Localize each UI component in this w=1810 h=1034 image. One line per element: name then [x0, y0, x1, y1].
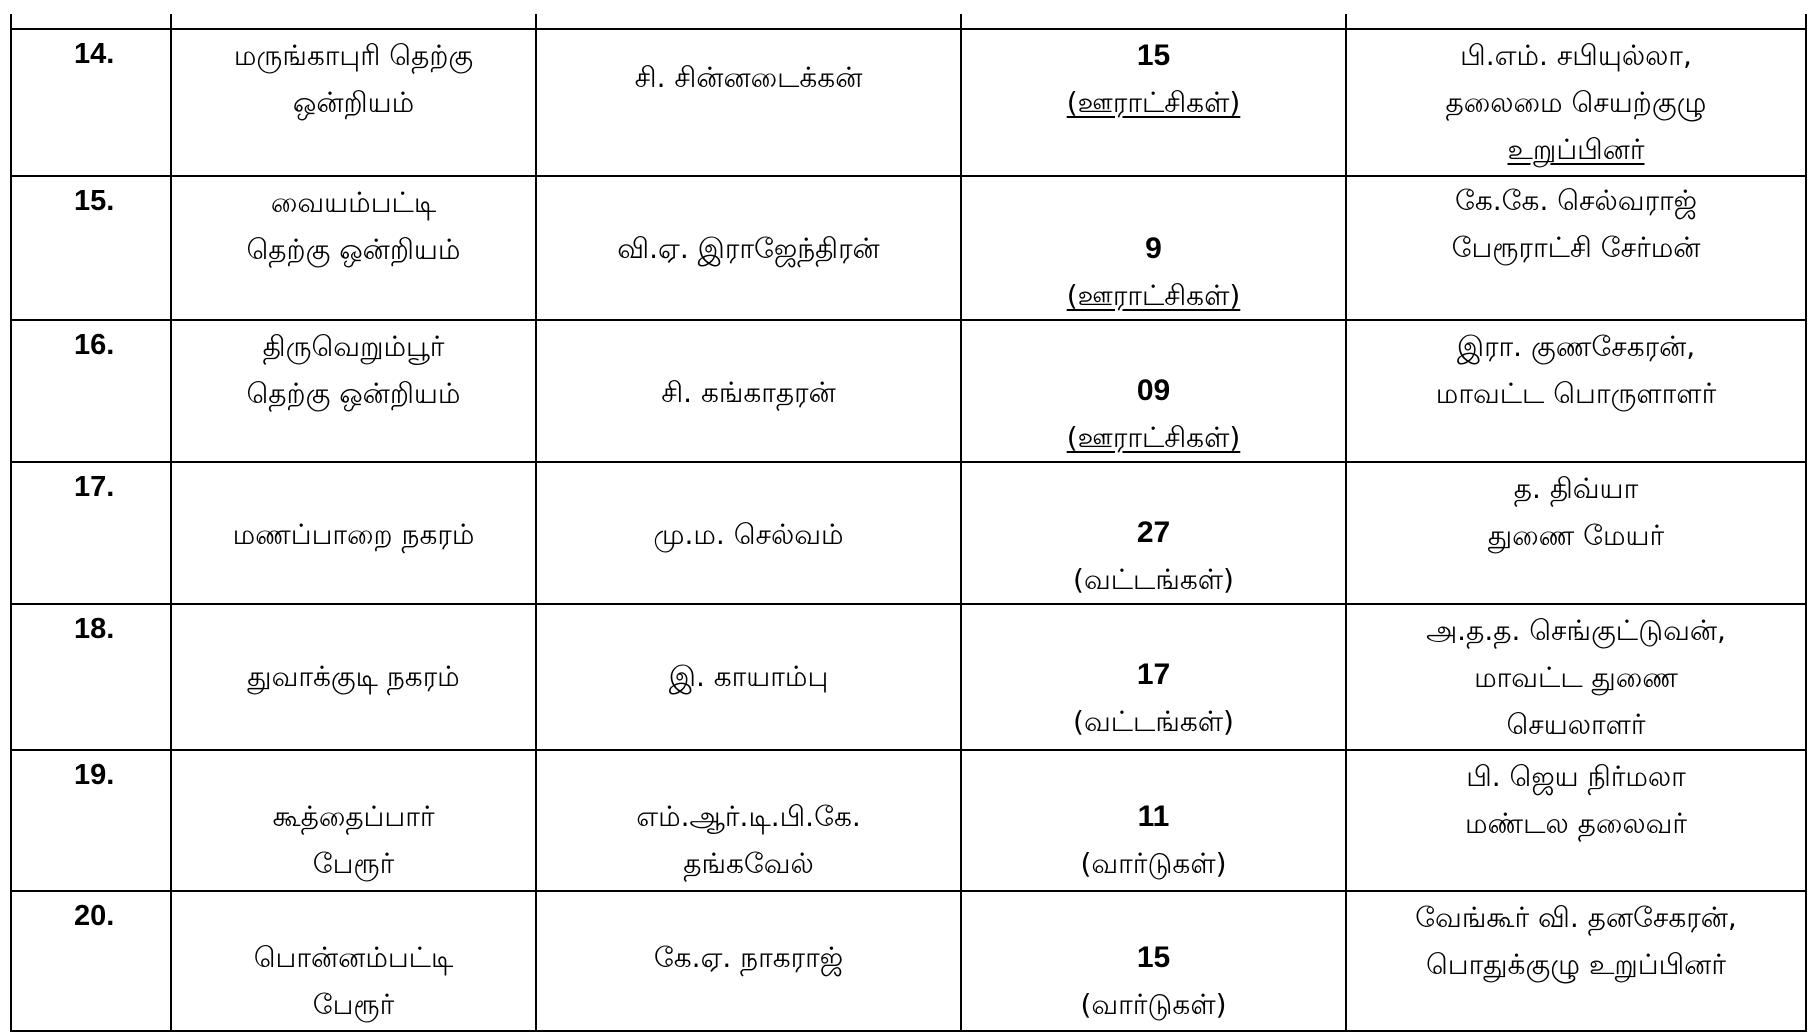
area-line: திருவெறும்பூர் [262, 330, 445, 363]
observer-cell [1346, 462, 1806, 604]
area-line: மருங்காபுரி தெற்கு [233, 39, 474, 72]
row-number: 17. [11, 462, 171, 604]
observer-line: துணை மேயர் [1487, 519, 1665, 552]
row-number: 15. [11, 176, 171, 320]
observer-line: கே.கே. செல்வராஜ் [1454, 184, 1698, 217]
name-cell [536, 320, 961, 462]
person-name: மு.ம. செல்வம் [653, 518, 844, 551]
count-value: 15 [1136, 39, 1171, 72]
area-line: பேரூர் [312, 847, 395, 880]
area-line: ஒன்றியம் [292, 86, 415, 119]
name-cell [536, 29, 961, 176]
table-row [11, 29, 1806, 176]
area-cell [171, 750, 536, 891]
count-cell [961, 29, 1346, 176]
observer-line: த. திவ்யா [1513, 472, 1639, 505]
count-cell [961, 604, 1346, 750]
observer-cell [1346, 176, 1806, 320]
count-cell [961, 891, 1346, 1031]
count-unit: (வட்டங்கள்) [1073, 563, 1234, 596]
observer-line: அ.த.த. செங்குட்டுவன், [1426, 614, 1726, 647]
count-value: 15 [1136, 941, 1171, 974]
observer-line: வேங்கூர் வி. தனசேகரன், [1415, 901, 1737, 934]
observer-line: பி.எம். சபியுல்லா, [1460, 39, 1692, 72]
observer-cell [1346, 29, 1806, 176]
name-cell [536, 604, 961, 750]
observer-cell [1346, 750, 1806, 891]
person-name: சி. சின்னடைக்கன் [634, 61, 863, 94]
observer-line: தலைமை செயற்குழு [1445, 86, 1707, 119]
observer-line: மாவட்ட துணை [1474, 661, 1678, 694]
observer-cell [1346, 320, 1806, 462]
table-row [11, 604, 1806, 750]
count-unit: (ஊராட்சிகள்) [1066, 421, 1241, 454]
name-cell [536, 176, 961, 320]
person-name: சி. கங்காதரன் [661, 376, 836, 409]
name-cell [536, 750, 961, 891]
observer-line: உறுப்பினர் [1507, 133, 1645, 166]
count-cell [961, 176, 1346, 320]
area-line: கூத்தைப்பார் [272, 800, 435, 833]
table-row [11, 891, 1806, 1031]
observer-line: பி. ஜெய நிர்மலா [1466, 760, 1686, 793]
row-number: 16. [11, 320, 171, 462]
name-cell [536, 462, 961, 604]
count-value: 27 [1136, 516, 1171, 549]
area-line: தெற்கு ஒன்றியம் [246, 377, 461, 410]
table-row-partial-top [11, 14, 1806, 29]
observer-line: இரா. குணசேகரன், [1456, 330, 1696, 363]
count-unit: (வட்டங்கள்) [1073, 705, 1234, 738]
person-name: எம்.ஆர்.டி.பி.கே. தங்கவேல் [636, 800, 861, 880]
area-line: பேரூர் [312, 988, 395, 1021]
count-unit: (ஊராட்சிகள்) [1066, 279, 1241, 312]
count-unit: (வார்டுகள்) [1080, 988, 1227, 1021]
count-cell [961, 462, 1346, 604]
row-number: 14. [11, 29, 171, 176]
observer-line: செயலாளர் [1506, 708, 1646, 741]
area-cell [171, 462, 536, 604]
area-line: மணப்பாறை நகரம் [232, 518, 475, 551]
observer-line: பேரூராட்சி சேர்மன் [1451, 231, 1701, 264]
count-value: 11 [1137, 800, 1170, 833]
table-row [11, 462, 1806, 604]
observer-line: பொதுக்குழு உறுப்பினர் [1426, 948, 1726, 981]
count-value: 17 [1136, 658, 1171, 691]
count-cell [961, 320, 1346, 462]
area-line: பொன்னம்பட்டி [253, 941, 454, 974]
table-row [11, 176, 1806, 320]
count-value: 09 [1136, 374, 1171, 407]
area-cell [171, 891, 536, 1031]
count-value: 9 [1145, 232, 1162, 265]
area-line: துவாக்குடி நகரம் [247, 660, 460, 693]
count-unit: (வார்டுகள்) [1080, 847, 1227, 880]
row-number: 18. [11, 604, 171, 750]
person-name: இ. காயாம்பு [668, 660, 829, 693]
person-name: வி.ஏ. இராஜேந்திரன் [617, 232, 880, 265]
count-cell [961, 750, 1346, 891]
observer-cell [1346, 604, 1806, 750]
row-number: 20. [11, 891, 171, 1031]
table-row [11, 750, 1806, 891]
area-line: தெற்கு ஒன்றியம் [246, 233, 461, 266]
observer-cell [1346, 891, 1806, 1031]
area-cell [171, 604, 536, 750]
area-cell [171, 29, 536, 176]
area-line: வையம்பட்டி [270, 186, 437, 219]
row-number: 19. [11, 750, 171, 891]
observer-line: மாவட்ட பொருளாளர் [1435, 377, 1717, 410]
observer-line: மண்டல தலைவர் [1465, 807, 1687, 840]
table-row [11, 320, 1806, 462]
person-name: கே.ஏ. நாகராஜ் [653, 941, 844, 974]
area-cell [171, 176, 536, 320]
assignment-table [10, 14, 1807, 1032]
area-cell [171, 320, 536, 462]
count-unit: (ஊராட்சிகள்) [1066, 86, 1241, 119]
name-cell [536, 891, 961, 1031]
